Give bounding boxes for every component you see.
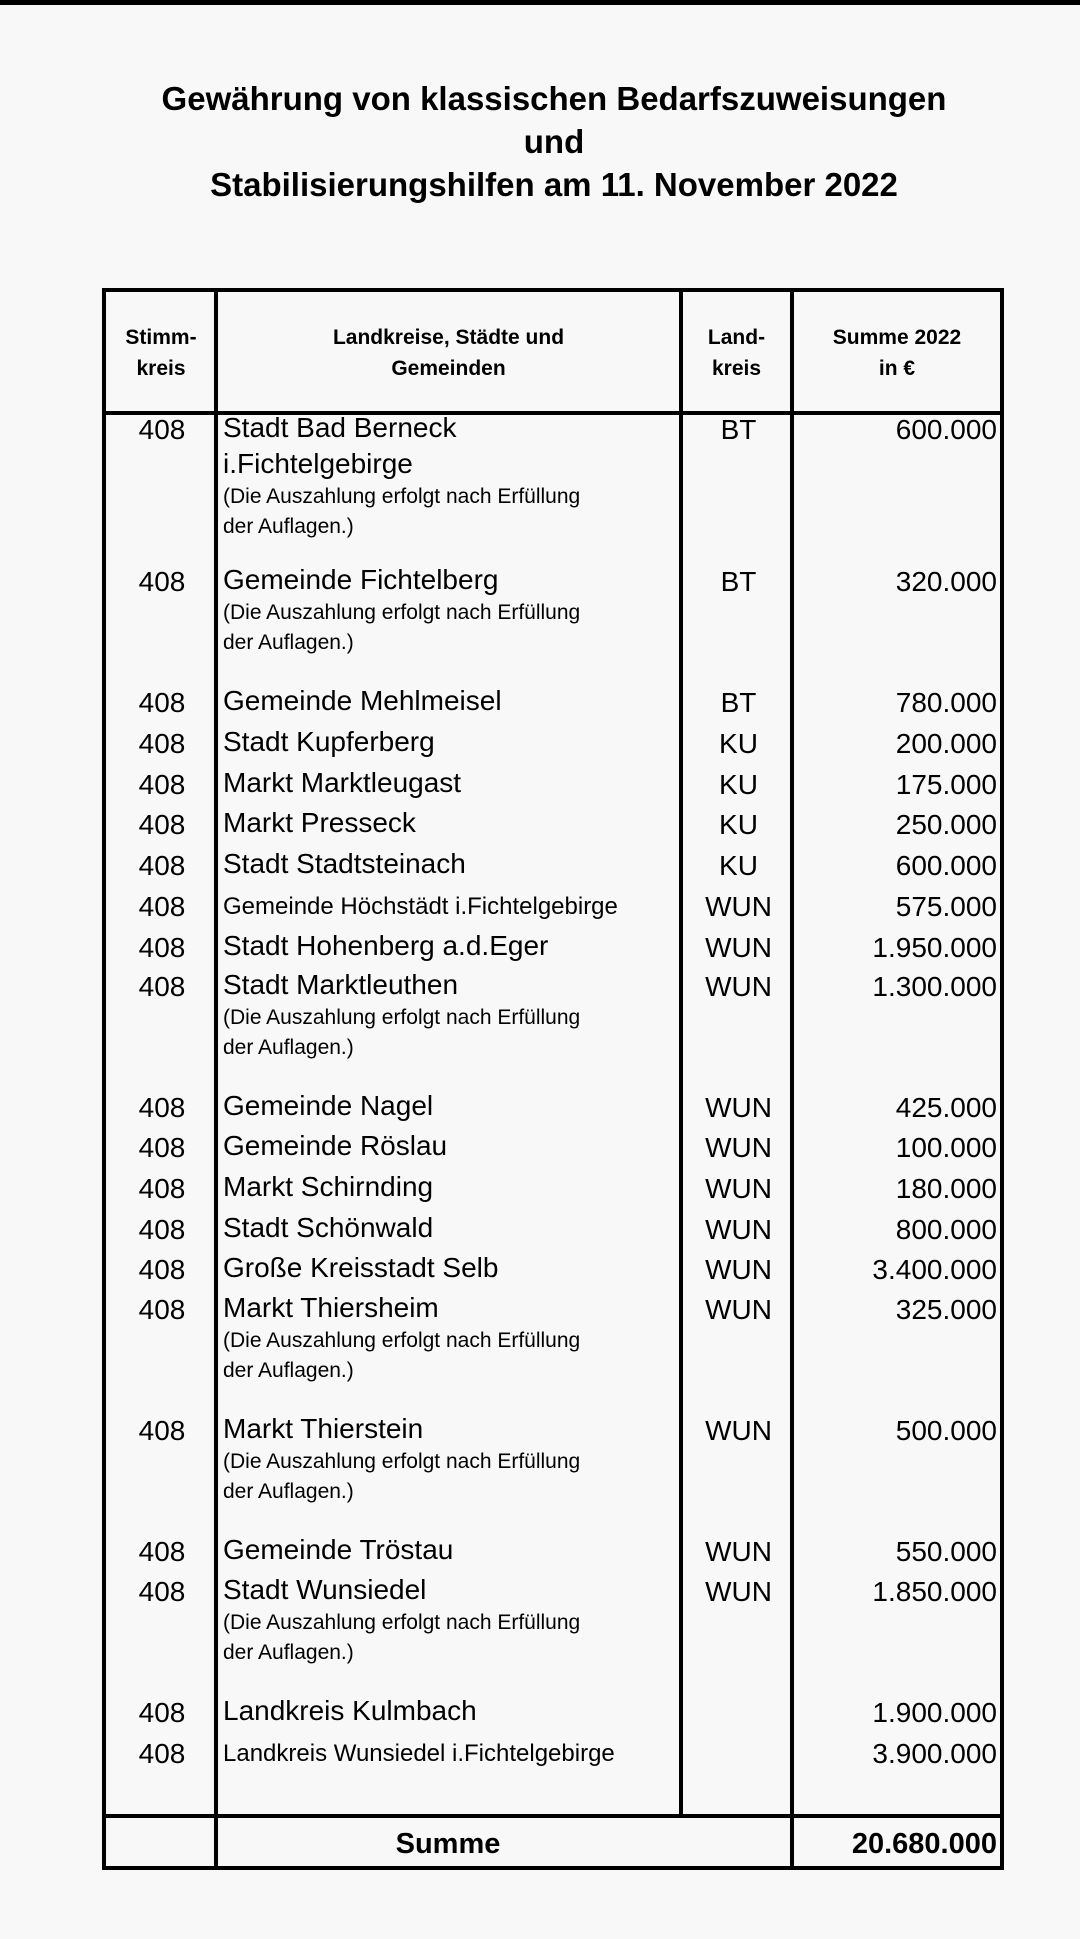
name-text-continued: i.Fichtelgebirge [223,448,413,479]
total-label: Summe [395,1828,501,1860]
name-text: Gemeinde Mehlmeisel [223,685,502,716]
name-text: Markt Thierstein [223,1413,424,1444]
stimmkreis-cell: 408 [138,932,186,963]
header-text: Landkreise, Städte und [332,326,565,349]
total-divider [106,1814,1000,1818]
stimmkreis-cell: 408 [138,1536,186,1567]
name-text: Markt Presseck [223,807,416,838]
stimmkreis-cell: 408 [138,728,186,759]
name-cell [223,410,580,542]
landkreis-cell: BT [720,566,757,597]
name-text: Stadt Schönwald [223,1212,434,1243]
landkreis-cell: WUN [705,1294,772,1325]
stimmkreis-cell: 408 [138,414,186,445]
stimmkreis-cell: 408 [138,971,186,1002]
stimmkreis-cell: 408 [138,1697,186,1728]
name-text: Stadt Bad Berneck [223,412,457,443]
title-line-1: Gewährung von klassischen Bedarfszuweisungen [161,80,947,117]
allocation-table [102,288,1004,1870]
header-text: kreis [711,357,762,380]
payout-note: (Die Auszahlung erfolgt nach Erfüllung [223,1329,581,1352]
landkreis-cell: KU [719,769,758,800]
summe-cell: 200.000 [895,728,997,759]
landkreis-cell: BT [720,687,757,718]
name-cell [223,887,618,927]
name-text: Stadt Marktleuthen [223,969,459,1000]
stimmkreis-cell: 408 [138,850,186,881]
stimmkreis-cell: 408 [138,1092,186,1123]
summe-cell: 800.000 [895,1214,997,1245]
summe-cell: 3.400.000 [872,1254,997,1285]
stimmkreis-cell: 408 [138,891,186,922]
payout-note: (Die Auszahlung erfolgt nach Erfüllung [223,1006,581,1029]
stimmkreis-cell: 408 [138,1294,186,1325]
name-text: Markt Marktleugast [223,767,462,798]
summe-cell: 1.850.000 [872,1576,997,1607]
title-line-2: und [523,123,585,160]
name-text: Landkreis Kulmbach [223,1695,477,1726]
name-cell [223,805,416,841]
landkreis-cell: WUN [705,1173,772,1204]
top-border [0,0,1080,5]
landkreis-cell: WUN [705,1214,772,1245]
landkreis-cell: WUN [705,1415,772,1446]
name-text: Stadt Stadtsteinach [223,848,466,879]
stimmkreis-cell: 408 [138,809,186,840]
name-text: Stadt Wunsiedel [223,1574,427,1605]
stimmkreis-cell: 408 [138,687,186,718]
landkreis-cell: WUN [705,1536,772,1567]
name-cell [223,1290,580,1386]
summe-cell: 325.000 [895,1294,997,1325]
landkreis-cell: WUN [705,1576,772,1607]
payout-note: der Auflagen.) [223,1641,354,1664]
stimmkreis-cell: 408 [138,1173,186,1204]
summe-cell: 575.000 [895,891,997,922]
summe-cell: 780.000 [895,687,997,718]
total-value: 20.680.000 [851,1828,997,1860]
summe-cell: 500.000 [895,1415,997,1446]
stimmkreis-cell: 408 [138,769,186,800]
name-text: Markt Schirnding [223,1171,434,1202]
name-text: Gemeinde Röslau [223,1130,448,1161]
header-landkreis [683,322,790,384]
summe-cell: 600.000 [895,414,997,445]
name-cell [223,683,502,719]
landkreis-cell: WUN [705,971,772,1002]
header-summe [794,322,1000,384]
summe-cell: 180.000 [895,1173,997,1204]
summe-cell: 1.950.000 [872,932,997,963]
name-text: Stadt Kupferberg [223,726,435,757]
summe-cell: 1.900.000 [872,1697,997,1728]
landkreis-cell: WUN [705,891,772,922]
summe-cell: 175.000 [895,769,997,800]
summe-cell: 250.000 [895,809,997,840]
summe-cell: 100.000 [895,1132,997,1163]
payout-note: (Die Auszahlung erfolgt nach Erfüllung [223,485,581,508]
landkreis-cell: WUN [705,932,772,963]
header-stimmkreis [106,322,216,384]
name-cell [223,1411,580,1507]
name-text: Landkreis Wunsiedel i.Fichtelgebirge [223,1740,615,1767]
name-cell [223,1250,498,1286]
header-text: Land- [707,326,766,349]
landkreis-cell: BT [720,414,757,445]
summe-cell: 600.000 [895,850,997,881]
landkreis-cell: WUN [705,1254,772,1285]
header-text: Summe 2022 [832,326,962,349]
stimmkreis-cell: 408 [138,1576,186,1607]
name-cell [223,1128,447,1164]
landkreis-cell: KU [719,809,758,840]
column-divider [214,292,218,1866]
stimmkreis-cell: 408 [138,1132,186,1163]
name-text: Stadt Hohenberg a.d.Eger [223,930,549,961]
payout-note: der Auflagen.) [223,1359,354,1382]
stimmkreis-cell: 408 [138,1415,186,1446]
name-cell [223,846,466,882]
name-cell [223,967,580,1063]
stimmkreis-cell: 408 [138,1738,186,1769]
name-text: Markt Thiersheim [223,1292,439,1323]
payout-note: der Auflagen.) [223,515,354,538]
name-cell [223,1693,477,1729]
summe-cell: 320.000 [895,566,997,597]
summe-cell: 425.000 [895,1092,997,1123]
summe-cell: 3.900.000 [872,1738,997,1769]
column-divider [790,292,794,1866]
summe-cell: 1.300.000 [872,971,997,1002]
landkreis-cell: KU [719,728,758,759]
header-text: in € [878,357,916,380]
name-cell [223,1572,580,1668]
name-cell [223,928,548,964]
name-text: Gemeinde Tröstau [223,1534,454,1565]
header-name [218,322,679,384]
name-cell [223,1210,433,1246]
name-cell [223,562,580,658]
name-cell [223,724,435,760]
name-cell [223,765,461,801]
header-text: kreis [136,357,186,380]
name-cell [223,1169,433,1205]
header-text: Gemeinden [391,357,506,380]
name-cell [223,1532,453,1568]
name-text: Große Kreisstadt Selb [223,1252,499,1283]
name-text: Gemeinde Fichtelberg [223,564,499,595]
name-cell [223,1088,433,1124]
name-text: Gemeinde Nagel [223,1090,434,1121]
landkreis-cell: KU [719,850,758,881]
payout-note: (Die Auszahlung erfolgt nach Erfüllung [223,601,581,624]
summe-cell: 550.000 [895,1536,997,1567]
payout-note: (Die Auszahlung erfolgt nach Erfüllung [223,1611,581,1634]
header-text: Stimm- [125,326,197,349]
stimmkreis-cell: 408 [138,566,186,597]
landkreis-cell: WUN [705,1092,772,1123]
stimmkreis-cell: 408 [138,1214,186,1245]
payout-note: der Auflagen.) [223,1480,354,1503]
landkreis-cell: WUN [705,1132,772,1163]
payout-note: der Auflagen.) [223,631,354,654]
payout-note: (Die Auszahlung erfolgt nach Erfüllung [223,1450,581,1473]
stimmkreis-cell: 408 [138,1254,186,1285]
name-text: Gemeinde Höchstädt i.Fichtelgebirge [223,893,618,920]
document-title [0,77,1080,206]
name-cell [223,1734,615,1774]
payout-note: der Auflagen.) [223,1036,354,1059]
title-line-3: Stabilisierungshilfen am 11. November 2022 [210,166,898,203]
